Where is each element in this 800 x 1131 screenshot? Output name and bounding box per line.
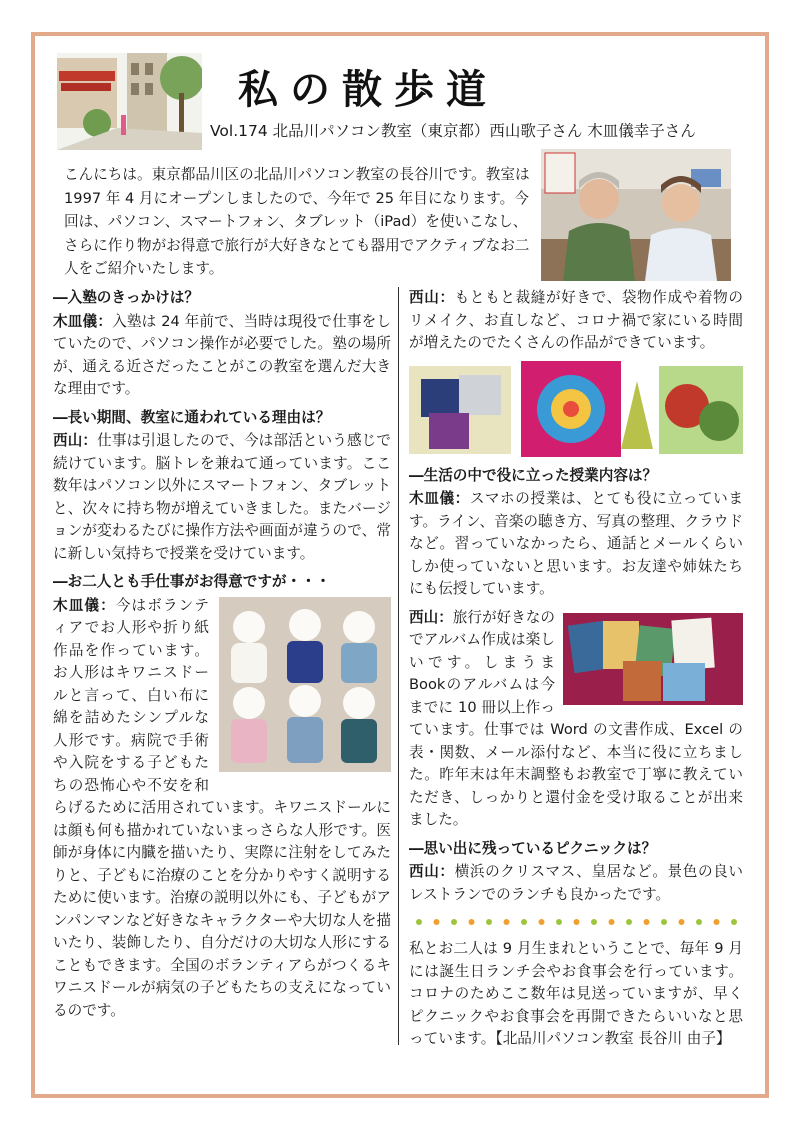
divider-dot xyxy=(679,919,685,925)
answer-paragraph xyxy=(409,488,743,601)
answer-paragraph xyxy=(409,861,743,906)
question-heading: ―お二人とも手仕事がお得意ですが・・・ xyxy=(53,573,331,590)
column-divider xyxy=(398,287,399,1045)
answer-text: スマホの授業は、とても役に立っています。ライン、音楽の聴き方、写真の整理、クラウドなど。習っていなかったら、通話とメールくらいしか使っていないと思います。お友達や姉妹たちにも伝授しています。 xyxy=(409,490,743,597)
question-heading: ―思い出に残っているピクニックは？ xyxy=(409,839,657,857)
speaker-label: 西山： xyxy=(409,608,453,626)
divider-dot xyxy=(609,919,615,925)
question-heading: ―長い期間、教室に通われている理由は？ xyxy=(53,408,331,426)
byline: Vol.174 北品川パソコン教室（東京都）西山歌子さん 木皿儀幸子さん xyxy=(210,122,696,140)
question-heading: ―入塾のきっかけは？ xyxy=(53,289,199,306)
divider-dot xyxy=(556,919,562,925)
answer-paragraph xyxy=(53,595,391,1023)
divider-dot xyxy=(714,919,720,925)
speaker-label: 西山： xyxy=(409,289,455,306)
divider-dot xyxy=(696,919,702,925)
speaker-label: 西山： xyxy=(409,863,455,880)
left-column xyxy=(53,287,391,1028)
speaker-label: 西山： xyxy=(53,432,98,449)
album-photo xyxy=(563,613,743,705)
crafts-photo xyxy=(409,361,743,459)
answer-text: 旅行が好きなのでアルバム作成は楽しいです。しまうまBookのアルバムは今までに 10 冊以上作っています。仕事では Word の文書作成、Excel の表・関数、メール添付など、本当に役に立ちました。昨年末は年末調整もお教室で丁寧に教えていただき、しっかりと還付金を受け取ることが出来ました。 xyxy=(409,608,743,828)
page-title: 私の散歩道 xyxy=(238,66,498,113)
divider-dot xyxy=(451,919,457,925)
divider-dot xyxy=(626,919,632,925)
right-column xyxy=(409,287,743,1057)
portrait-photo xyxy=(541,149,731,281)
closing-paragraph: 私とお二人は 9 月生まれということで、毎年 9 月には誕生日ランチ会やお食事会を行っています。コロナのためここ数年は見送っていますが、早くピクニックやお食事会を再開できたらいいなと思っています。【北品川パソコン教室 長谷川 由子】 xyxy=(409,940,743,1047)
dolls-photo xyxy=(219,597,391,772)
question-heading: ―生活の中で役に立った授業内容は？ xyxy=(409,466,658,484)
divider-dot xyxy=(591,919,597,925)
answer-text: 横浜のクリスマス、皇居など。景色の良いレストランでのランチも良かったです。 xyxy=(409,863,743,903)
street-illustration xyxy=(57,53,202,150)
divider-dot xyxy=(416,919,422,925)
answer-text: 仕事は引退したので、今は部活という感じで続けています。脳トレを兼ねて通っています。ここ数年はパソコン以外にスマートフォン、タブレットと、次々に持ち物が増えていきました。またバージョンが変わるたびに操作方法や画面が違うので、常に新しい気持ちで授業を受けています。 xyxy=(53,432,391,562)
divider-dot xyxy=(661,919,667,925)
answer-paragraph xyxy=(409,287,743,355)
answer-text: もともと裁縫が好きで、袋物作成や着物のリメイク、お直しなど、コロナ禍で家にいる時間が増えたのでたくさんの作品ができています。 xyxy=(409,289,743,351)
divider-dot xyxy=(521,919,527,925)
answer-paragraph xyxy=(53,311,391,401)
answer-paragraph xyxy=(53,430,391,565)
divider-dot xyxy=(574,919,580,925)
divider-dot xyxy=(539,919,545,925)
speaker-label: 木皿儀： xyxy=(53,596,116,614)
answer-text: 今はボランティアでお人形や折り紙作品を作っています。お人形はキワニスドールと言って、白い布に綿を詰めたシンプルな人形です。病院で手術や入院をする子どもたちの恐怖心や不安を和らげるために活用されています。キワニスドールには顔も何も描かれていないまっさらな人形です。医師が身体に内臓を描いたり、実際に注射をしてみたりと、子どもに治療のことを分かりやすく説明するために使います。治療の説明以外にも、子どもがアンパンマンなど好きなキャラクターや大切な人を描いたり、装飾したり、自分だけの大切な人形にすることもできます。全国のボランティアらがつくるキワニスドールが病気の子どもたちの支えになっているのです。 xyxy=(53,596,391,1019)
intro-paragraph: こんにちは。東京都品川区の北品川パソコン教室の長谷川です。教室は 1997 年 4 月にオープンしましたので、今年で 25 年目になります。今回は、パソコン、スマートフォン、タブレット（iPad）を使いこなし、さらに作り物がお得意で旅行が大好きなとても器用でアクティブなお二人をご紹介いたします。 xyxy=(64,166,530,277)
divider-dot xyxy=(644,919,650,925)
answer-paragraph xyxy=(409,607,743,832)
divider-dot xyxy=(731,919,737,925)
divider-dot xyxy=(434,919,440,925)
divider-dot xyxy=(469,919,475,925)
divider-dot xyxy=(486,919,492,925)
speaker-label: 木皿儀： xyxy=(409,490,470,507)
divider-dot xyxy=(504,919,510,925)
answer-text: 入塾は 24 年前で、当時は現役で仕事をしていたので、パソコン操作が必要でした。塾の場所が、通える近さだったことがこの教室を選んだ大きな理由です。 xyxy=(53,312,391,397)
dot-divider xyxy=(409,912,743,934)
speaker-label: 木皿儀： xyxy=(53,312,113,330)
